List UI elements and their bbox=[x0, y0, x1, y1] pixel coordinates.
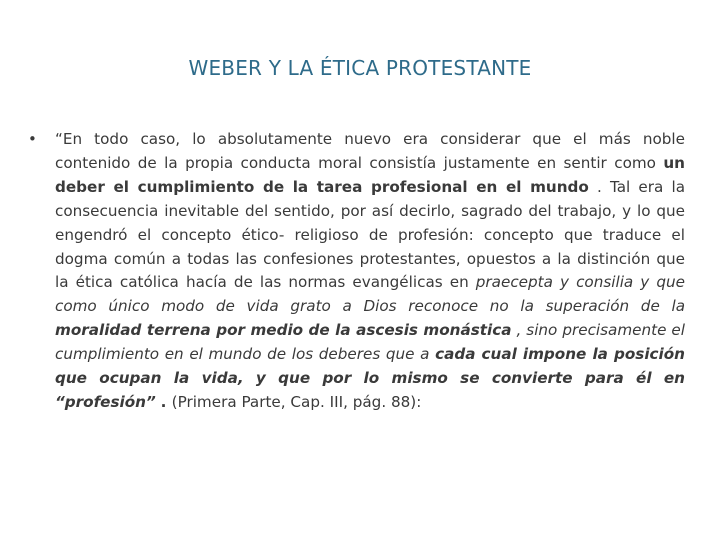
citation: (Primera Parte, Cap. III, pág. 88): bbox=[171, 392, 422, 411]
quote-segment-bold-italic: cada cual impone la posición que ocupan la vida, y que por lo mismo se convierte para él en “profesión” bbox=[55, 345, 685, 411]
quote-segment-italic: , sino precisamente el cumplimiento en el mundo de los deberes que a bbox=[55, 321, 685, 364]
quote-segment-bold: un deber el cumplimiento de la tarea profesional en el mundo bbox=[55, 153, 685, 196]
quote-segment-italic: praecepta y consilia y que como único modo de vida grato a Dios reconoce no la superación de la bbox=[55, 273, 685, 316]
quote-segment-bold-italic: moralidad terrena por medio de la ascesis monástica bbox=[55, 321, 512, 340]
bullet-marker: • bbox=[28, 130, 37, 148]
quote-segment-bold: . bbox=[160, 392, 172, 411]
quote-segment: “En todo caso, lo absolutamente nuevo era considerar que el más noble contenido de la propia conducta moral consistía justamente en sentir como bbox=[55, 130, 685, 172]
slide-title: WEBER Y LA ÉTICA PROTESTANTE bbox=[188, 56, 532, 80]
quote-segment: . Tal era la consecuencia inevitable del sentido, por así decirlo, sagrado del trabajo, y lo que engendró el concepto ético- religioso de profesión: concepto que traduce el dogma común a todas las confesiones protestantes, opuestos a la distinción que la ética católica hacía de las normas evangélicas en bbox=[55, 177, 686, 292]
quote-paragraph bbox=[55, 128, 685, 415]
